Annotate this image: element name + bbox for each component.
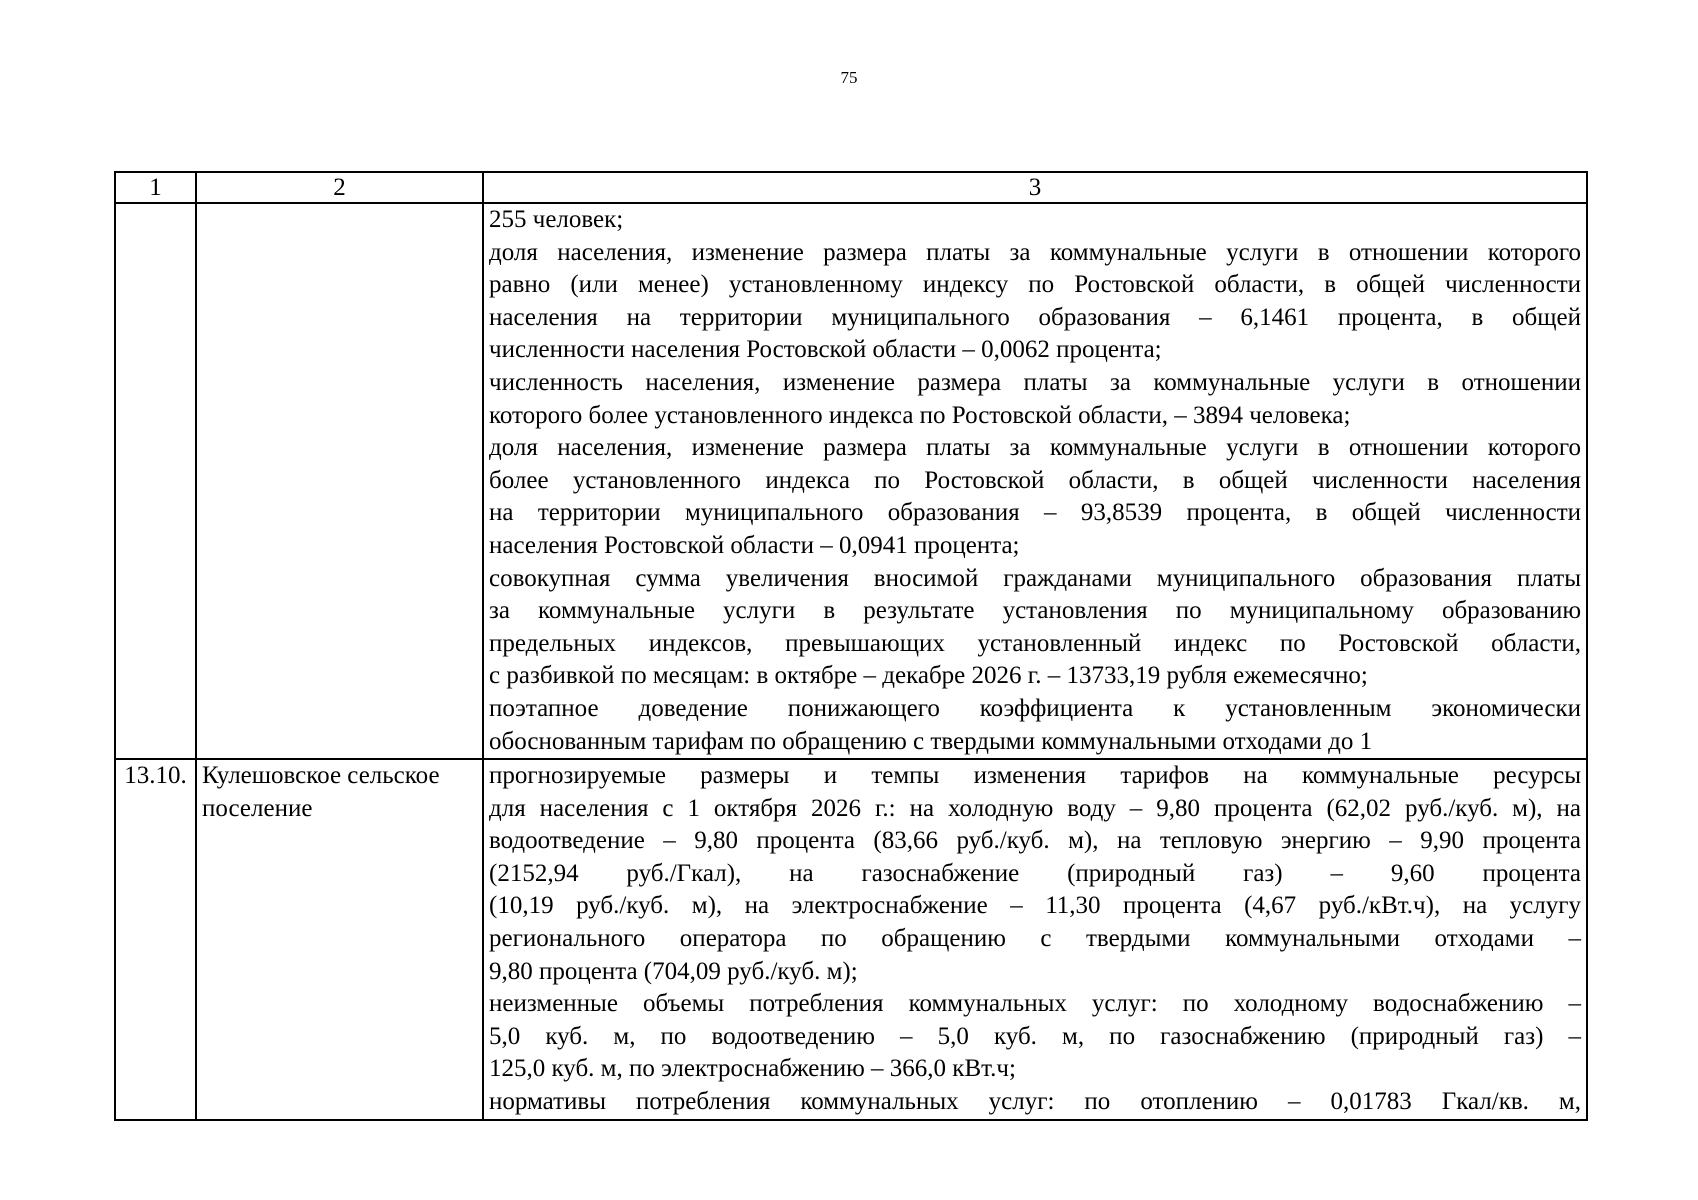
header-cell-2: 2 [196, 172, 483, 203]
text-line: равно (или менее) установленному индексу по Ростовской области, в общей численности [489, 271, 1581, 299]
header-cell-3: 3 [483, 172, 1587, 203]
row-number-cell [115, 203, 196, 759]
text-line: поэтапное доведение понижающего коэффициента к установленным экономически [489, 694, 1581, 722]
municipality-name-cell [196, 203, 483, 759]
text-line: (10,19 руб./куб. м), на электроснабжение – 11,30 процента (4,67 руб./кВт.ч), на услугу [489, 892, 1581, 920]
text-line: 5,0 куб. м, по водоотведению – 5,0 куб. м, по газоснабжению (природный газ) – [489, 1022, 1581, 1050]
text-line: совокупная сумма увеличения вносимой гражданами муниципального образования платы [489, 564, 1581, 592]
table-header-row [115, 172, 1587, 203]
text-line: более установленного индекса по Ростовской области, в общей численности населения [489, 466, 1581, 494]
text-line: численность населения, изменение размера платы за коммунальные услуги в отношении [489, 368, 1581, 396]
row-number-cell: 13.10. [115, 759, 196, 1120]
text-line: для населения с 1 октября 2026 г.: на холодную воду – 9,80 процента (62,02 руб./куб. м), на [489, 794, 1581, 822]
text-line: регионального оператора по обращению с твердыми коммунальными отходами – [489, 925, 1581, 953]
text-line: численности населения Ростовской области – 0,0062 процента; [489, 336, 1162, 364]
text-line: на территории муниципального образования – 93,8539 процента, в общей численности [489, 499, 1581, 527]
text-line: которого более установленного индекса по Ростовской области, – 3894 человека; [489, 401, 1351, 429]
header-cell-1: 1 [115, 172, 196, 203]
text-line: предельных индексов, превышающих установленный индекс по Ростовской области, [489, 629, 1581, 657]
indicators-cell [483, 203, 1587, 759]
text-line: доля населения, изменение размера платы за коммунальные услуги в отношении которого [489, 238, 1581, 266]
indicators-cell [483, 759, 1587, 1120]
text-line: обоснованным тарифам по обращению с твердыми коммунальными отходами до 1 [489, 727, 1373, 755]
text-line: прогнозируемые размеры и темпы изменения тарифов на коммунальные ресурсы [489, 762, 1581, 790]
document-table [114, 171, 1588, 1121]
text-line: неизменные объемы потребления коммунальных услуг: по холодному водоснабжению – [489, 990, 1581, 1018]
text-line: с разбивкой по месяцам: в октябре – декабре 2026 г. – 13733,19 рубля ежемесячно; [489, 662, 1368, 690]
municipality-name-cell: Кулешовское сельское поселение [196, 759, 483, 1120]
text-line: нормативы потребления коммунальных услуг: по отоплению – 0,01783 Гкал/кв. м, [489, 1088, 1581, 1116]
table-row [115, 203, 1587, 759]
text-line: за коммунальные услуги в результате установления по муниципальному образованию [489, 597, 1581, 625]
text-line: населения на территории муниципального образования – 6,1461 процента, в общей [489, 303, 1581, 331]
text-line: (2152,94 руб./Гкал), на газоснабжение (природный газ) – 9,60 процента [489, 859, 1581, 887]
text-line: 9,80 процента (704,09 руб./куб. м); [489, 957, 858, 985]
text-line: водоотведение – 9,80 процента (83,66 руб./куб. м), на тепловую энергию – 9,90 процента [489, 827, 1581, 855]
text-line: доля населения, изменение размера платы за коммунальные услуги в отношении которого [489, 434, 1581, 462]
text-line: 255 человек; [489, 206, 624, 233]
text-line: 125,0 куб. м, по электроснабжению – 366,0 кВт.ч; [489, 1055, 1016, 1083]
page-number: 75 [840, 68, 858, 87]
table-row [115, 759, 1587, 1120]
text-line: населения Ростовской области – 0,0941 процента; [489, 531, 1020, 559]
